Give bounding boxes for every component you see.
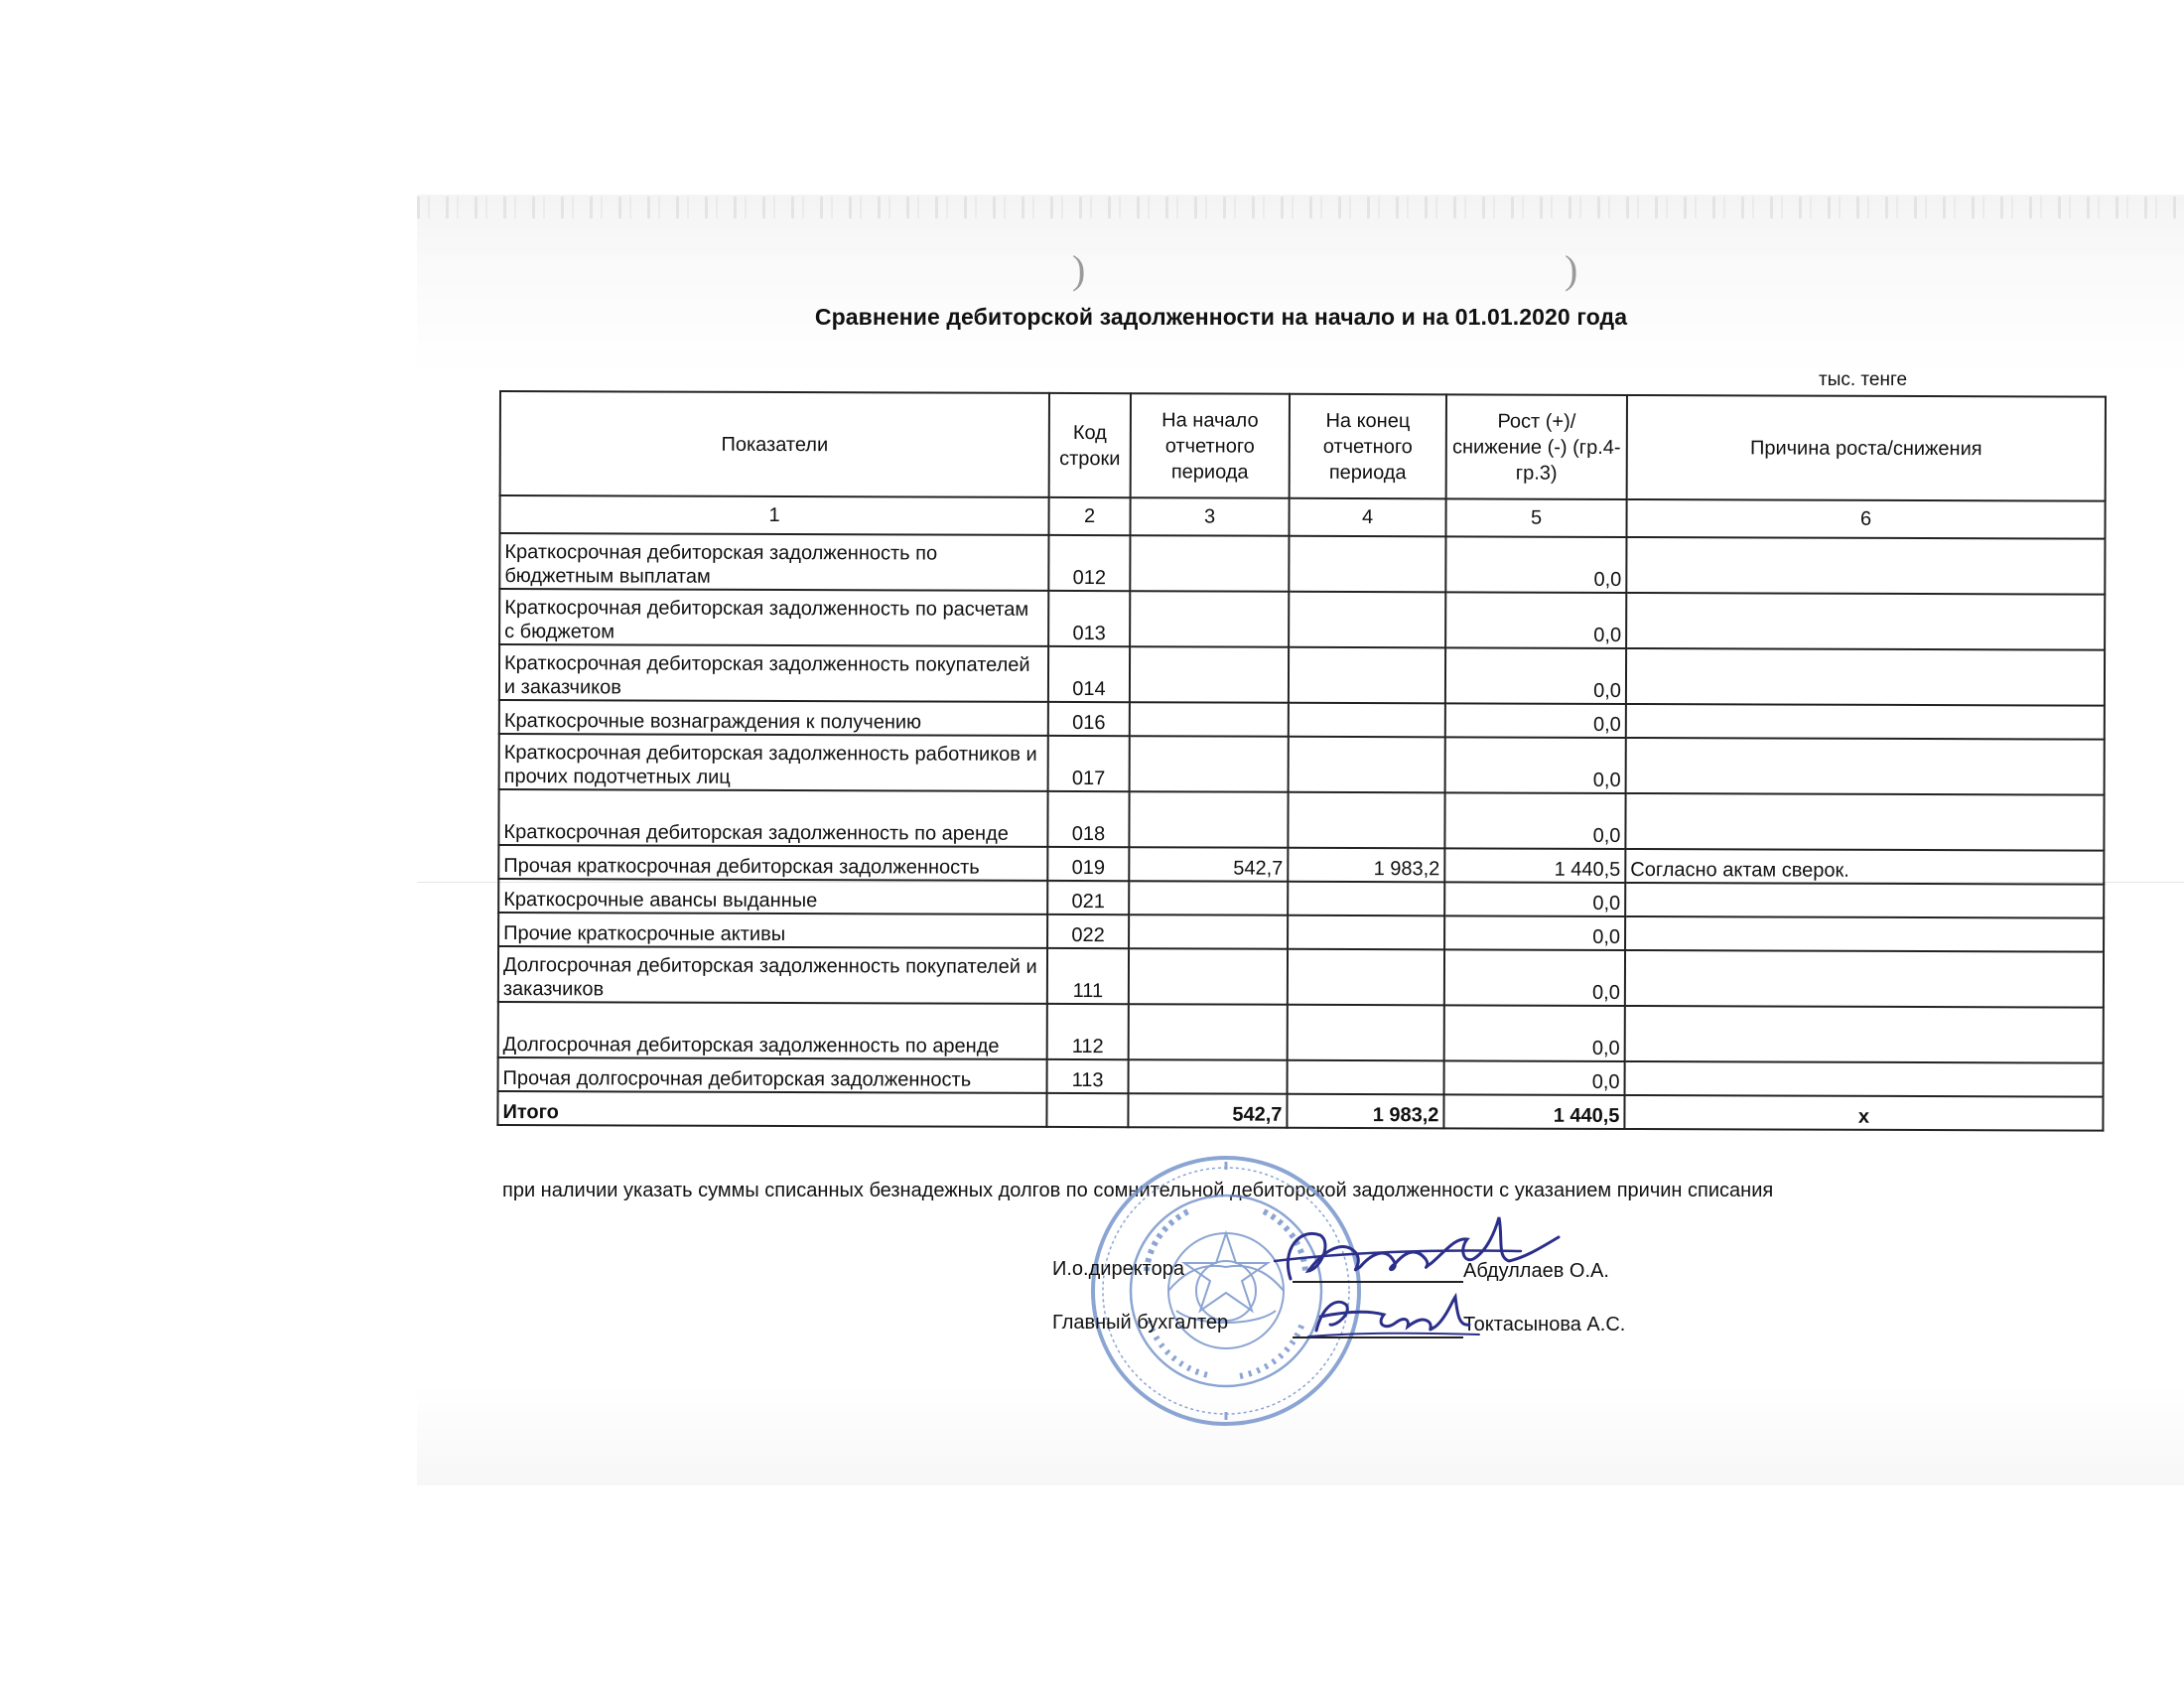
total-code [1046,1093,1128,1127]
header-row [500,391,2106,501]
row-name: Краткосрочная дебиторская задолженность работников и прочих подотчетных лиц [499,734,1048,791]
write-off-note: при наличии указать суммы списанных безнадежных долгов по сомнительной дебиторской задолженности с указанием причин списания [502,1180,1774,1201]
row-name: Краткосрочная дебиторская задолженность по бюджетным выплатам [499,533,1048,591]
row-name: Долгосрочная дебиторская задолженность по аренде [498,1002,1047,1059]
row-name: Краткосрочные авансы выданные [498,879,1047,914]
row-end [1288,949,1444,1006]
scan-edge-noise [417,197,2184,218]
header-reason: Причина роста/снижения [1627,395,2106,501]
table-row [498,879,2104,918]
row-change: 0,0 [1445,737,1626,793]
row-change: 0,0 [1445,703,1626,738]
row-start [1129,914,1288,949]
total-end: 1 983,2 [1287,1094,1443,1129]
row-reason [1625,883,2104,918]
column-number: 1 [499,495,1048,535]
row-reason [1625,916,2104,952]
row-end [1288,1005,1444,1061]
row-code: 019 [1047,847,1129,881]
column-number: 2 [1048,497,1130,535]
row-reason [1626,593,2105,650]
row-end [1288,792,1444,849]
row-reason [1626,537,2105,595]
table-row [498,1057,2104,1097]
total-start: 542,7 [1128,1093,1287,1128]
row-reason [1625,950,2104,1008]
row-code: 014 [1048,646,1130,702]
receivables-table [496,390,2107,1132]
row-change: 0,0 [1444,949,1625,1006]
row-change: 0,0 [1444,915,1625,950]
row-start [1130,535,1289,592]
column-number: 4 [1289,498,1445,537]
row-code: 113 [1047,1059,1129,1093]
row-start: 542,7 [1129,847,1288,882]
total-change: 1 440,5 [1443,1094,1624,1129]
row-start [1129,1059,1288,1094]
total-row [497,1091,2103,1131]
row-reason: Согласно актам сверок. [1625,849,2104,885]
row-start [1130,702,1289,737]
row-code: 112 [1047,1004,1129,1059]
table-row [499,734,2105,795]
row-name: Краткосрочные вознаграждения к получению [499,700,1048,736]
accountant-title: Главный бухгалтер [1052,1312,1229,1334]
row-reason [1625,793,2104,851]
row-end [1288,915,1444,950]
accountant-signature-icon [1300,1287,1489,1346]
row-change: 0,0 [1444,1005,1625,1061]
row-reason [1625,1061,2104,1097]
punch-hole-mark: ) [1565,247,1578,292]
row-code: 017 [1048,736,1130,791]
row-end [1289,737,1445,793]
total-reason: x [1624,1095,2103,1131]
units-label: тыс. тенге [1819,369,1908,390]
row-reason [1626,648,2105,706]
row-reason [1626,704,2105,740]
row-name: Прочая краткосрочная дебиторская задолженность [498,845,1047,881]
row-change: 0,0 [1444,882,1625,916]
table-row [498,789,2104,851]
punch-hole-mark: ) [1072,247,1086,292]
row-reason [1625,1006,2104,1063]
table-row [498,1002,2104,1063]
row-end [1289,592,1445,648]
row-code: 021 [1047,881,1129,914]
table-row [499,589,2105,650]
row-code: 022 [1047,914,1129,948]
header-start: На начало отчетного периода [1131,393,1290,498]
row-end [1288,882,1444,916]
header-end: На конец отчетного периода [1290,394,1446,499]
row-end [1289,647,1445,704]
header-code: Код строки [1049,393,1131,497]
row-code: 111 [1047,948,1129,1004]
header-change: Рост (+)/ снижение (-) (гр.4-гр.3) [1446,394,1627,499]
table-row [499,644,2105,706]
director-name: Абдуллаев О.А. [1463,1260,1609,1282]
row-change: 0,0 [1445,536,1626,593]
row-name: Прочая долгосрочная дебиторская задолженность [498,1057,1047,1093]
table-row [499,700,2105,740]
row-code: 012 [1048,535,1130,591]
row-reason [1626,738,2105,795]
row-start [1129,948,1288,1005]
row-end [1289,703,1445,738]
row-change: 0,0 [1444,1060,1625,1095]
row-code: 018 [1047,791,1129,847]
row-end: 1 983,2 [1288,848,1444,883]
row-change: 0,0 [1445,647,1626,704]
row-change: 0,0 [1445,592,1626,648]
row-start [1129,1004,1288,1060]
row-start [1129,791,1288,848]
row-change: 0,0 [1444,792,1625,849]
row-name: Краткосрочная дебиторская задолженность по аренде [498,789,1047,847]
column-number: 3 [1130,497,1289,536]
row-name: Краткосрочная дебиторская задолженность по расчетам с бюджетом [499,589,1048,646]
row-start [1130,736,1289,792]
row-name: Долгосрочная дебиторская задолженность покупателей и заказчиков [498,946,1047,1004]
row-change: 1 440,5 [1444,848,1625,883]
document-title: Сравнение дебиторской задолженности на начало и на 01.01.2020 года [814,304,1628,330]
row-name: Прочие краткосрочные активы [498,913,1047,948]
table-row [499,533,2105,595]
director-title: И.о.директора [1052,1258,1184,1280]
row-code: 013 [1048,591,1130,646]
row-end [1289,536,1445,593]
total-label: Итого [497,1091,1046,1127]
director-signature-icon [1261,1209,1569,1299]
table-row [498,913,2104,952]
column-number: 6 [1626,499,2105,539]
row-code: 016 [1048,702,1130,736]
row-start [1130,646,1289,703]
row-name: Краткосрочная дебиторская задолженность покупателей и заказчиков [499,644,1048,702]
row-end [1288,1060,1444,1095]
column-number: 5 [1445,498,1626,537]
accountant-name: Токтасынова А.С. [1463,1314,1626,1336]
table-row [498,845,2104,885]
column-number-row [499,495,2105,539]
row-start [1129,881,1288,915]
header-indicator: Показатели [500,391,1049,497]
row-start [1130,591,1289,647]
table-row [498,946,2104,1008]
